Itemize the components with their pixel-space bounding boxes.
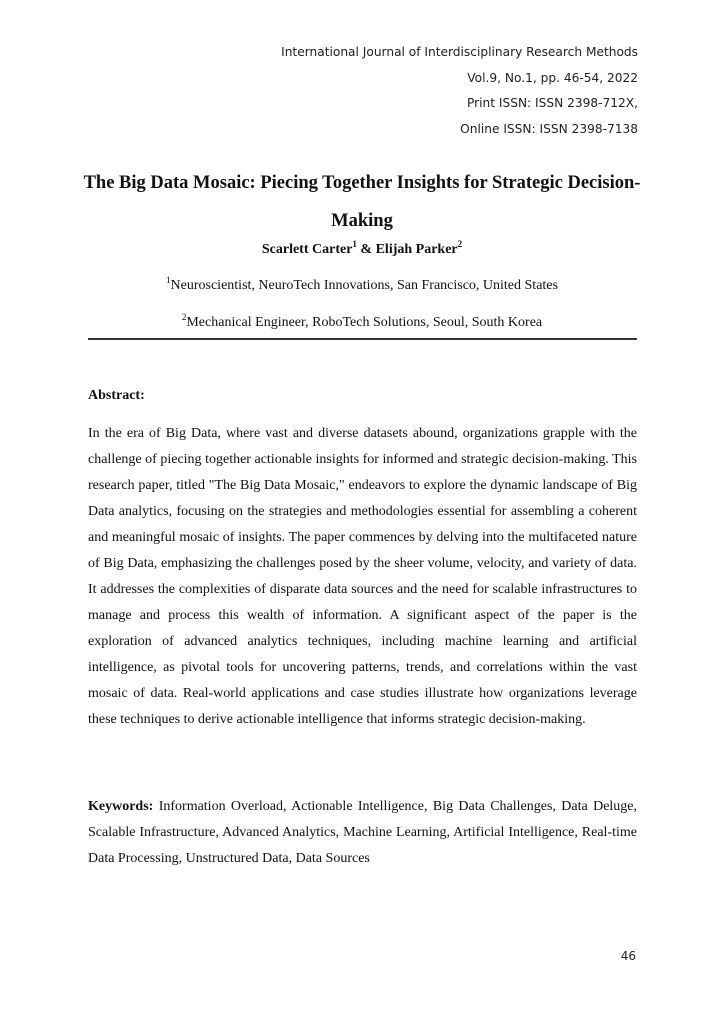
journal-volume: Vol.9, No.1, pp. 46-54, 2022 (467, 70, 638, 85)
author-line (0, 240, 724, 260)
affiliation (0, 313, 724, 333)
print-issn: Print ISSN: ISSN 2398-712X, (466, 96, 638, 111)
author-affiliation-mark: 2 (457, 239, 463, 249)
journal-name: International Journal of Interdisciplinary Research Methods (281, 45, 638, 59)
affiliation-mark: 2 (181, 312, 187, 322)
affiliation-text: Neuroscientist, NeuroTech Innovations, San Francisco, United States (170, 278, 558, 293)
keywords-text: Information Overload, Actionable Intelligence, Big Data Challenges, Data Deluge, Scalable Infrastructure, Advanced Analytics, Machine Learning, Artificial Intelligence, Real-time Data Processing, Unstructured Data, Data Sources (88, 799, 638, 866)
author-name: Scarlett Carter (261, 242, 353, 257)
page-number: 46 (620, 949, 636, 963)
abstract-body: In the era of Big Data, where vast and diverse datasets abound, organizations grapple with the challenge of piecing together actionable insights for informed and strategic decision-making. This research paper, titled "The Big Data Mosaic," endeavors to explore the dynamic landscape of Big Data analytics, focusing on the strategies and methodologies essential for assembling a coherent and meaningful mosaic of insights. The paper commences by delving into the multifaceted nature of Big Data, emphasizing the challenges posed by the sheer volume, velocity, and variety of data. It addresses the complexities of disparate data sources and the need for scalable infrastructures to manage and process this wealth of information. A significant aspect of the paper is the exploration of advanced analytics techniques, including machine learning and artificial intelligence, as pivotal tools for uncovering patterns, trends, and correlations within the vast mosaic of data. Real-world applications and case studies illustrate how organizations leverage these techniques to derive actionable intelligence that informs strategic decision-making. (88, 426, 637, 727)
journal-header (281, 40, 638, 142)
affiliation-mark: 1 (166, 275, 171, 285)
abstract-heading: Abstract: (88, 388, 145, 403)
author-name: Elijah Parker (375, 242, 458, 257)
affiliation (0, 276, 724, 296)
keywords-label: Keywords: (88, 799, 154, 814)
online-issn: Online ISSN: ISSN 2398-7138 (460, 121, 638, 136)
title-divider (88, 338, 637, 340)
author-separator: & (356, 242, 376, 257)
paper-title: The Big Data Mosaic: Piecing Together Insights for Strategic Decision-Making (83, 173, 641, 231)
keywords-paragraph (88, 794, 637, 872)
affiliation-text: Mechanical Engineer, RoboTech Solutions, Seoul, South Korea (186, 315, 543, 330)
author-affiliation-mark: 1 (352, 239, 357, 249)
